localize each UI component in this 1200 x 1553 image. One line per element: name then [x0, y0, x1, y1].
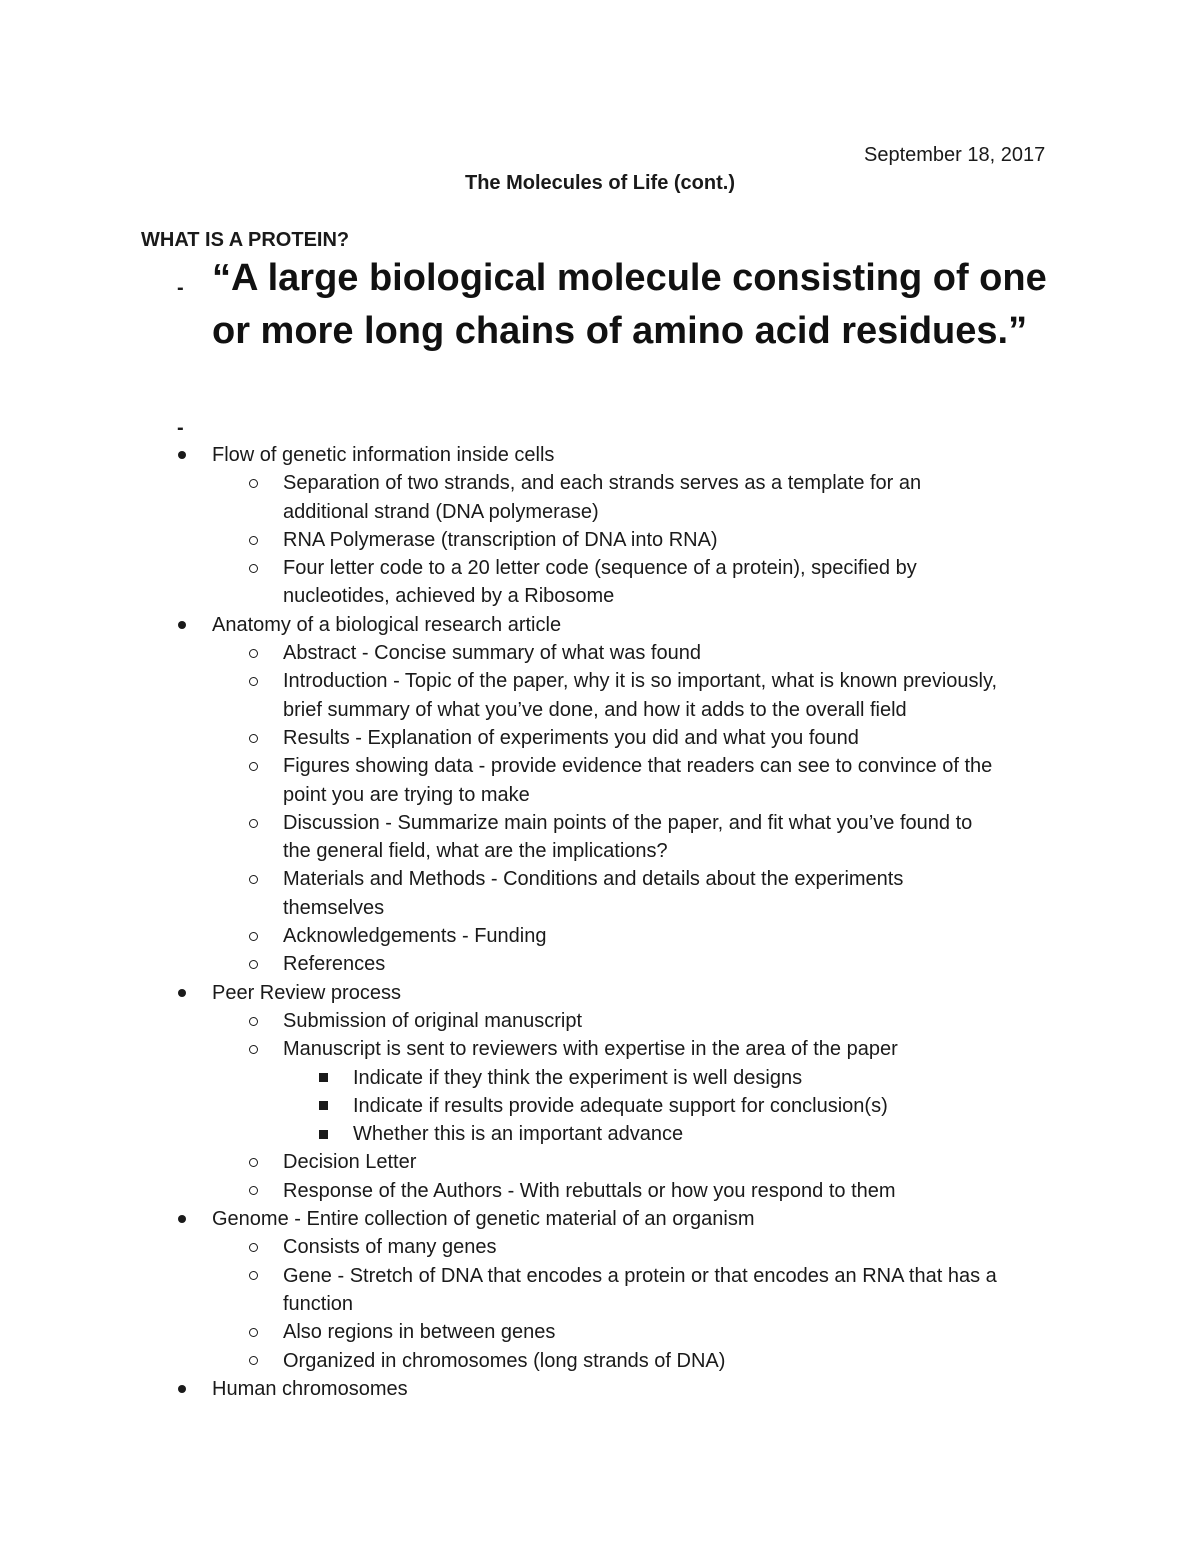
hollow-bullet-icon: [249, 479, 258, 488]
list-item-text: point you are trying to make: [283, 783, 530, 806]
hollow-bullet-icon: [249, 1271, 258, 1280]
list-item-text: Abstract - Concise summary of what was found: [283, 642, 701, 665]
list-item-continuation: [0, 582, 1200, 610]
hollow-bullet-icon: [249, 734, 258, 743]
list-item-text: Figures showing data - provide evidence that readers can see to convince of the: [283, 755, 993, 778]
list-item-text: Peer Review process: [212, 981, 401, 1004]
list-item-text: Results - Explanation of experiments you did and what you found: [283, 726, 859, 749]
document-title: The Molecules of Life (cont.): [464, 172, 735, 194]
list-item-level-1: [0, 979, 1200, 1007]
list-item-continuation: [0, 498, 1200, 526]
filled-bullet-icon: [178, 1215, 186, 1223]
list-item-level-2: [0, 1177, 1200, 1205]
hollow-bullet-icon: [249, 960, 258, 969]
list-item-text: Flow of genetic information inside cells: [212, 444, 555, 466]
hollow-bullet-icon: [249, 1356, 258, 1365]
dash-bullet-marker: -: [177, 277, 184, 299]
filled-bullet-icon: [178, 989, 186, 997]
hollow-bullet-icon: [249, 536, 258, 545]
filled-bullet-icon: [178, 451, 186, 459]
list-item-text: RNA Polymerase (transcription of DNA into RNA): [283, 528, 718, 551]
list-item-text: Gene - Stretch of DNA that encodes a protein or that encodes an RNA that has a: [283, 1264, 997, 1287]
list-item-text: Human chromosomes: [212, 1377, 408, 1400]
list-item-continuation: [0, 1290, 1200, 1318]
hollow-bullet-icon: [249, 1158, 258, 1167]
list-item-text: Genome - Entire collection of genetic material of an organism: [212, 1208, 755, 1231]
list-item-text: Organized in chromosomes (long strands of DNA): [283, 1349, 726, 1372]
list-item-continuation: [0, 894, 1200, 922]
filled-bullet-icon: [178, 621, 186, 629]
list-item-text: Acknowledgements - Funding: [283, 925, 547, 948]
square-bullet-icon: [319, 1101, 328, 1110]
list-item-text: Indicate if they think the experiment is well designs: [353, 1066, 803, 1089]
hollow-bullet-icon: [249, 649, 258, 658]
list-item-text: nucleotides, achieved by a Ribosome: [283, 585, 615, 608]
document-date: September 18, 2017: [864, 144, 1046, 166]
list-item-level-2: [0, 1233, 1200, 1261]
hollow-bullet-icon: [249, 1186, 258, 1195]
hollow-bullet-icon: [249, 1243, 258, 1252]
list-item-text: Separation of two strands, and each strands serves as a template for an: [283, 472, 922, 495]
list-item-level-3: [0, 1064, 1200, 1092]
list-item-text: Response of the Authors - With rebuttals or how you respond to them: [283, 1179, 896, 1202]
list-item-text: Also regions in between genes: [283, 1321, 556, 1344]
hollow-bullet-icon: [249, 1045, 258, 1054]
list-item-text: the general field, what are the implications?: [283, 840, 668, 863]
list-item-level-2: [0, 526, 1200, 554]
list-item-level-2: [0, 639, 1200, 667]
list-item-text: Decision Letter: [283, 1151, 417, 1174]
list-item-text: Submission of original manuscript: [283, 1009, 583, 1032]
dash-bullet-marker-empty: -: [177, 417, 184, 439]
list-item-text: brief summary of what you’ve done, and how it adds to the overall field: [283, 698, 907, 721]
list-item-text: function: [283, 1292, 354, 1315]
list-item-continuation: [0, 696, 1200, 724]
list-item-level-2: [0, 1347, 1200, 1375]
list-item-level-2: [0, 1148, 1200, 1176]
hollow-bullet-icon: [249, 762, 258, 771]
list-item-level-2: [0, 1318, 1200, 1346]
list-item-level-2: [0, 865, 1200, 893]
hollow-bullet-icon: [249, 1017, 258, 1026]
list-item-level-2: [0, 752, 1200, 780]
list-item-level-1: [0, 1375, 1200, 1403]
hollow-bullet-icon: [249, 1328, 258, 1337]
list-item-continuation: [0, 837, 1200, 865]
list-item-level-3: [0, 1092, 1200, 1120]
square-bullet-icon: [319, 1130, 328, 1139]
list-item-level-3: [0, 1120, 1200, 1148]
list-item-text: Whether this is an important advance: [353, 1123, 684, 1146]
list-item-text: Discussion - Summarize main points of the paper, and fit what you’ve found to: [283, 811, 973, 834]
section-heading: WHAT IS A PROTEIN?: [141, 229, 350, 251]
list-item-level-2: [0, 922, 1200, 950]
square-bullet-icon: [319, 1073, 328, 1082]
hollow-bullet-icon: [249, 819, 258, 828]
list-item-text: themselves: [283, 896, 385, 919]
list-item-text: additional strand (DNA polymerase): [283, 500, 599, 523]
filled-bullet-icon: [178, 1385, 186, 1393]
list-item-text: Introduction - Topic of the paper, why it is so important, what is known previously,: [283, 670, 998, 693]
hollow-bullet-icon: [249, 677, 258, 686]
list-item-level-2: [0, 554, 1200, 582]
list-item-level-2: [0, 950, 1200, 978]
list-item-text: Indicate if results provide adequate support for conclusion(s): [353, 1094, 888, 1117]
list-item-continuation: [0, 781, 1200, 809]
list-item-text: Materials and Methods - Conditions and details about the experiments: [283, 868, 904, 891]
list-item-level-2: [0, 724, 1200, 752]
list-item-level-1: [0, 1205, 1200, 1233]
list-item-text: Anatomy of a biological research article: [212, 613, 562, 636]
list-item-level-2: [0, 1007, 1200, 1035]
list-item-level-2: [0, 667, 1200, 695]
list-item-text: Four letter code to a 20 letter code (sequence of a protein), specified by: [283, 557, 917, 580]
notes-list: [0, 441, 1200, 1403]
list-item-level-2: [0, 1262, 1200, 1290]
hollow-bullet-icon: [249, 564, 258, 573]
list-item-level-1: [0, 441, 1200, 469]
hollow-bullet-icon: [249, 932, 258, 941]
protein-definition: “A large biological molecule consisting of one or more long chains of amino acid residues.”: [212, 257, 1047, 352]
list-item-level-2: [0, 469, 1200, 497]
hollow-bullet-icon: [249, 875, 258, 884]
list-item-text: Manuscript is sent to reviewers with expertise in the area of the paper: [283, 1038, 898, 1061]
list-item-text: References: [283, 953, 386, 976]
list-item-text: Consists of many genes: [283, 1236, 497, 1259]
list-item-level-2: [0, 809, 1200, 837]
list-item-level-1: [0, 611, 1200, 639]
list-item-level-2: [0, 1035, 1200, 1063]
